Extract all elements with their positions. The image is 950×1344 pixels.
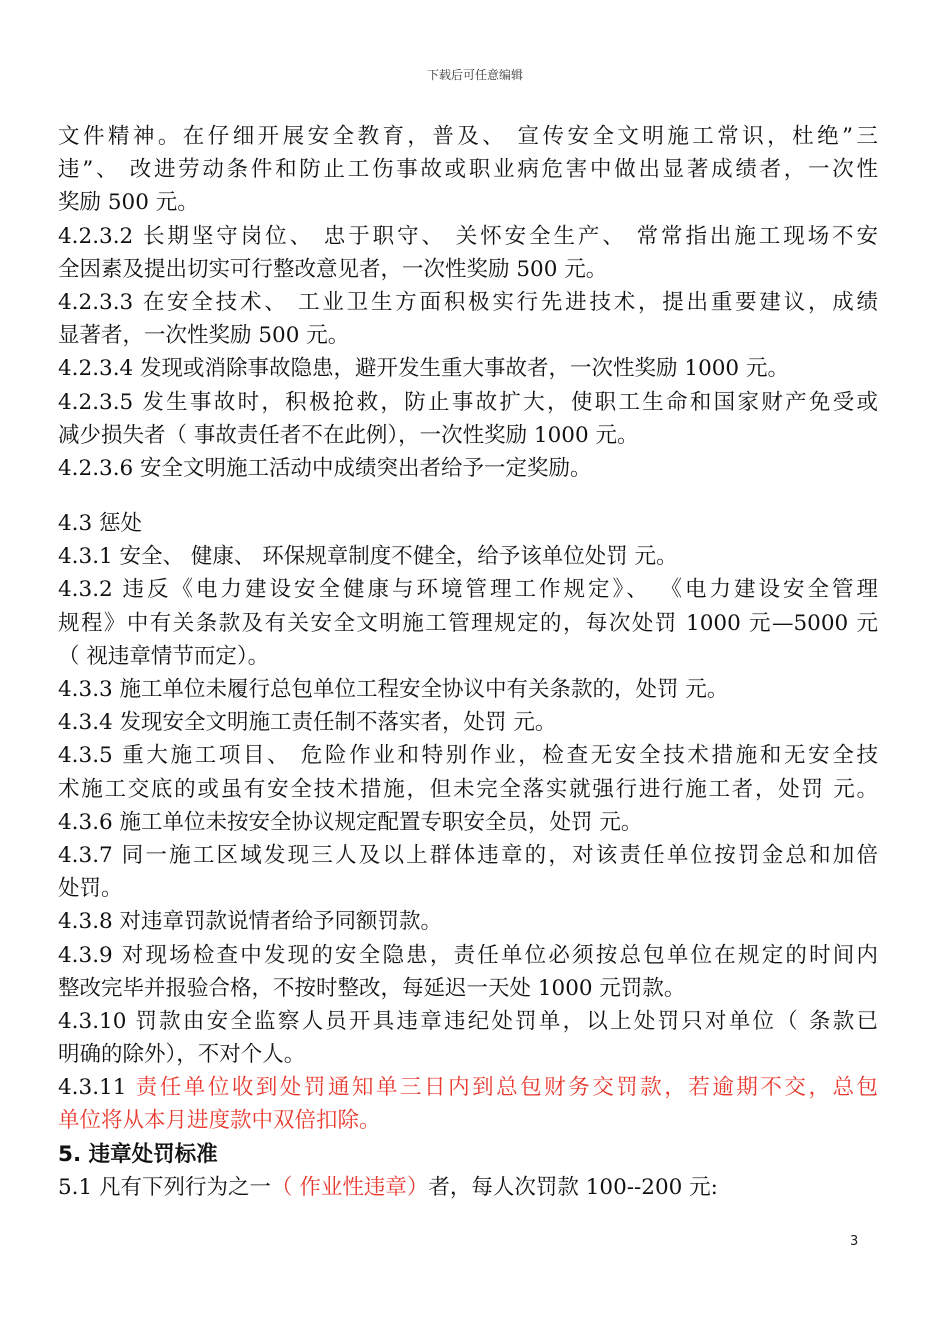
page-number: 3: [850, 1234, 859, 1249]
clause-4-3-6: 4.3.6 施工单位未按安全协议规定配置专职安全员，处罚 元。: [58, 809, 643, 835]
clause-text: 者，每人次罚款 100--200 元:: [428, 1174, 718, 1200]
section-heading-5: 5. 违章处罚标准: [58, 1141, 218, 1167]
paragraph-line: （ 视违章情节而定）。: [58, 643, 270, 669]
paragraph-line: 文件精神。在仔细开展安全教育，普及、 宣传安全文明施工常识，杜绝”三: [58, 124, 878, 149]
paragraph-line: 整改完毕并报验合格，不按时整改，每延迟一天处 1000 元罚款。: [58, 975, 686, 1001]
paragraph-line: 规程》中有关条款及有关安全文明施工管理规定的，每次处罚 1000 元—5000 元: [58, 610, 878, 636]
highlighted-text: 单位将从本月进度款中双倍扣除。: [58, 1108, 381, 1134]
clause-4-2-3-4: 4.2.3.4 发现或消除事故隐患，避开发生重大事故者，一次性奖励 1000 元。: [58, 356, 789, 382]
paragraph-line: 奖励 500 元。: [58, 190, 199, 216]
clause-4-3-9: 4.3.9 对现场检查中发现的安全隐患，责任单位必须按总包单位在规定的时间内: [58, 942, 878, 968]
paragraph-line: 减少损失者（ 事故责任者不在此例），一次性奖励 1000 元。: [58, 422, 639, 448]
clause-4-2-3-3: 4.2.3.3 在安全技术、 工业卫生方面积极实行先进技术，提出重要建议，成绩: [58, 289, 878, 315]
paragraph-line: 处罚。: [58, 876, 123, 902]
paragraph-gap: [58, 485, 878, 507]
clause-4-3-11: [58, 1071, 878, 1104]
highlighted-text: 责任单位收到处罚通知单三日内到总包财务交罚款，若逾期不交，总包: [135, 1075, 878, 1101]
clause-4-2-3-6: 4.2.3.6 安全文明施工活动中成绩突出者给予一定奖励。: [58, 455, 592, 481]
paragraph-line: 明确的除外），不对个人。: [58, 1042, 306, 1068]
paragraph-line: 全因素及提出切实可行整改意见者，一次性奖励 500 元。: [58, 256, 608, 282]
clause-4-2-3-2: 4.2.3.2 长期坚守岗位、 忠于职守、 关怀安全生产、 常常指出施工现场不安: [58, 223, 878, 249]
page-header: 下载后可任意编辑: [426, 68, 523, 82]
clause-4-3-5: 4.3.5 重大施工项目、 危险作业和特别作业，检查无安全技术措施和无安全技: [58, 743, 878, 769]
clause-5-1: [58, 1171, 878, 1204]
clause-4-3-4: 4.3.4 发现安全文明施工责任制不落实者，处罚 元。: [58, 710, 557, 736]
clause-4-3-2: 4.3.2 违反《电力建设安全健康与环境管理工作规定》、 《电力建设安全管理: [58, 577, 878, 603]
clause-text: 5.1 凡有下列行为之一: [58, 1174, 272, 1200]
paragraph-line: 显著者，一次性奖励 500 元。: [58, 323, 350, 349]
clause-4-3-8: 4.3.8 对违章罚款说情者给予同额罚款。: [58, 909, 443, 935]
clause-4-3-10: 4.3.10 罚款由安全监察人员开具违章违纪处罚单，以上处罚只对单位（ 条款已: [58, 1008, 878, 1034]
document-body: [58, 120, 878, 1204]
clause-4-3-3: 4.3.3 施工单位未履行总包单位工程安全协议中有关条款的，处罚 元。: [58, 677, 729, 702]
clause-4-3-7: 4.3.7 同一施工区域发现三人及以上群体违章的，对该责任单位按罚金总和加倍: [58, 842, 878, 868]
paragraph-line: 违”、 改进劳动条件和防止工伤事故或职业病危害中做出显著成绩者，一次性: [58, 157, 878, 183]
paragraph-line: 术施工交底的或虽有安全技术措施，但未完全落实就强行进行施工者，处罚 元。: [58, 776, 878, 802]
highlighted-text: （ 作业性违章）: [271, 1174, 429, 1200]
clause-4-2-3-5: 4.2.3.5 发生事故时，积极抢救，防止事故扩大，使职工生命和国家财产免受或: [58, 389, 878, 415]
clause-number: 4.3.11: [58, 1075, 136, 1101]
clause-4-3-1: 4.3.1 安全、 健康、 环保规章制度不健全，给予该单位处罚 元。: [58, 544, 678, 570]
section-heading-4-3: 4.3 惩处: [58, 511, 143, 537]
